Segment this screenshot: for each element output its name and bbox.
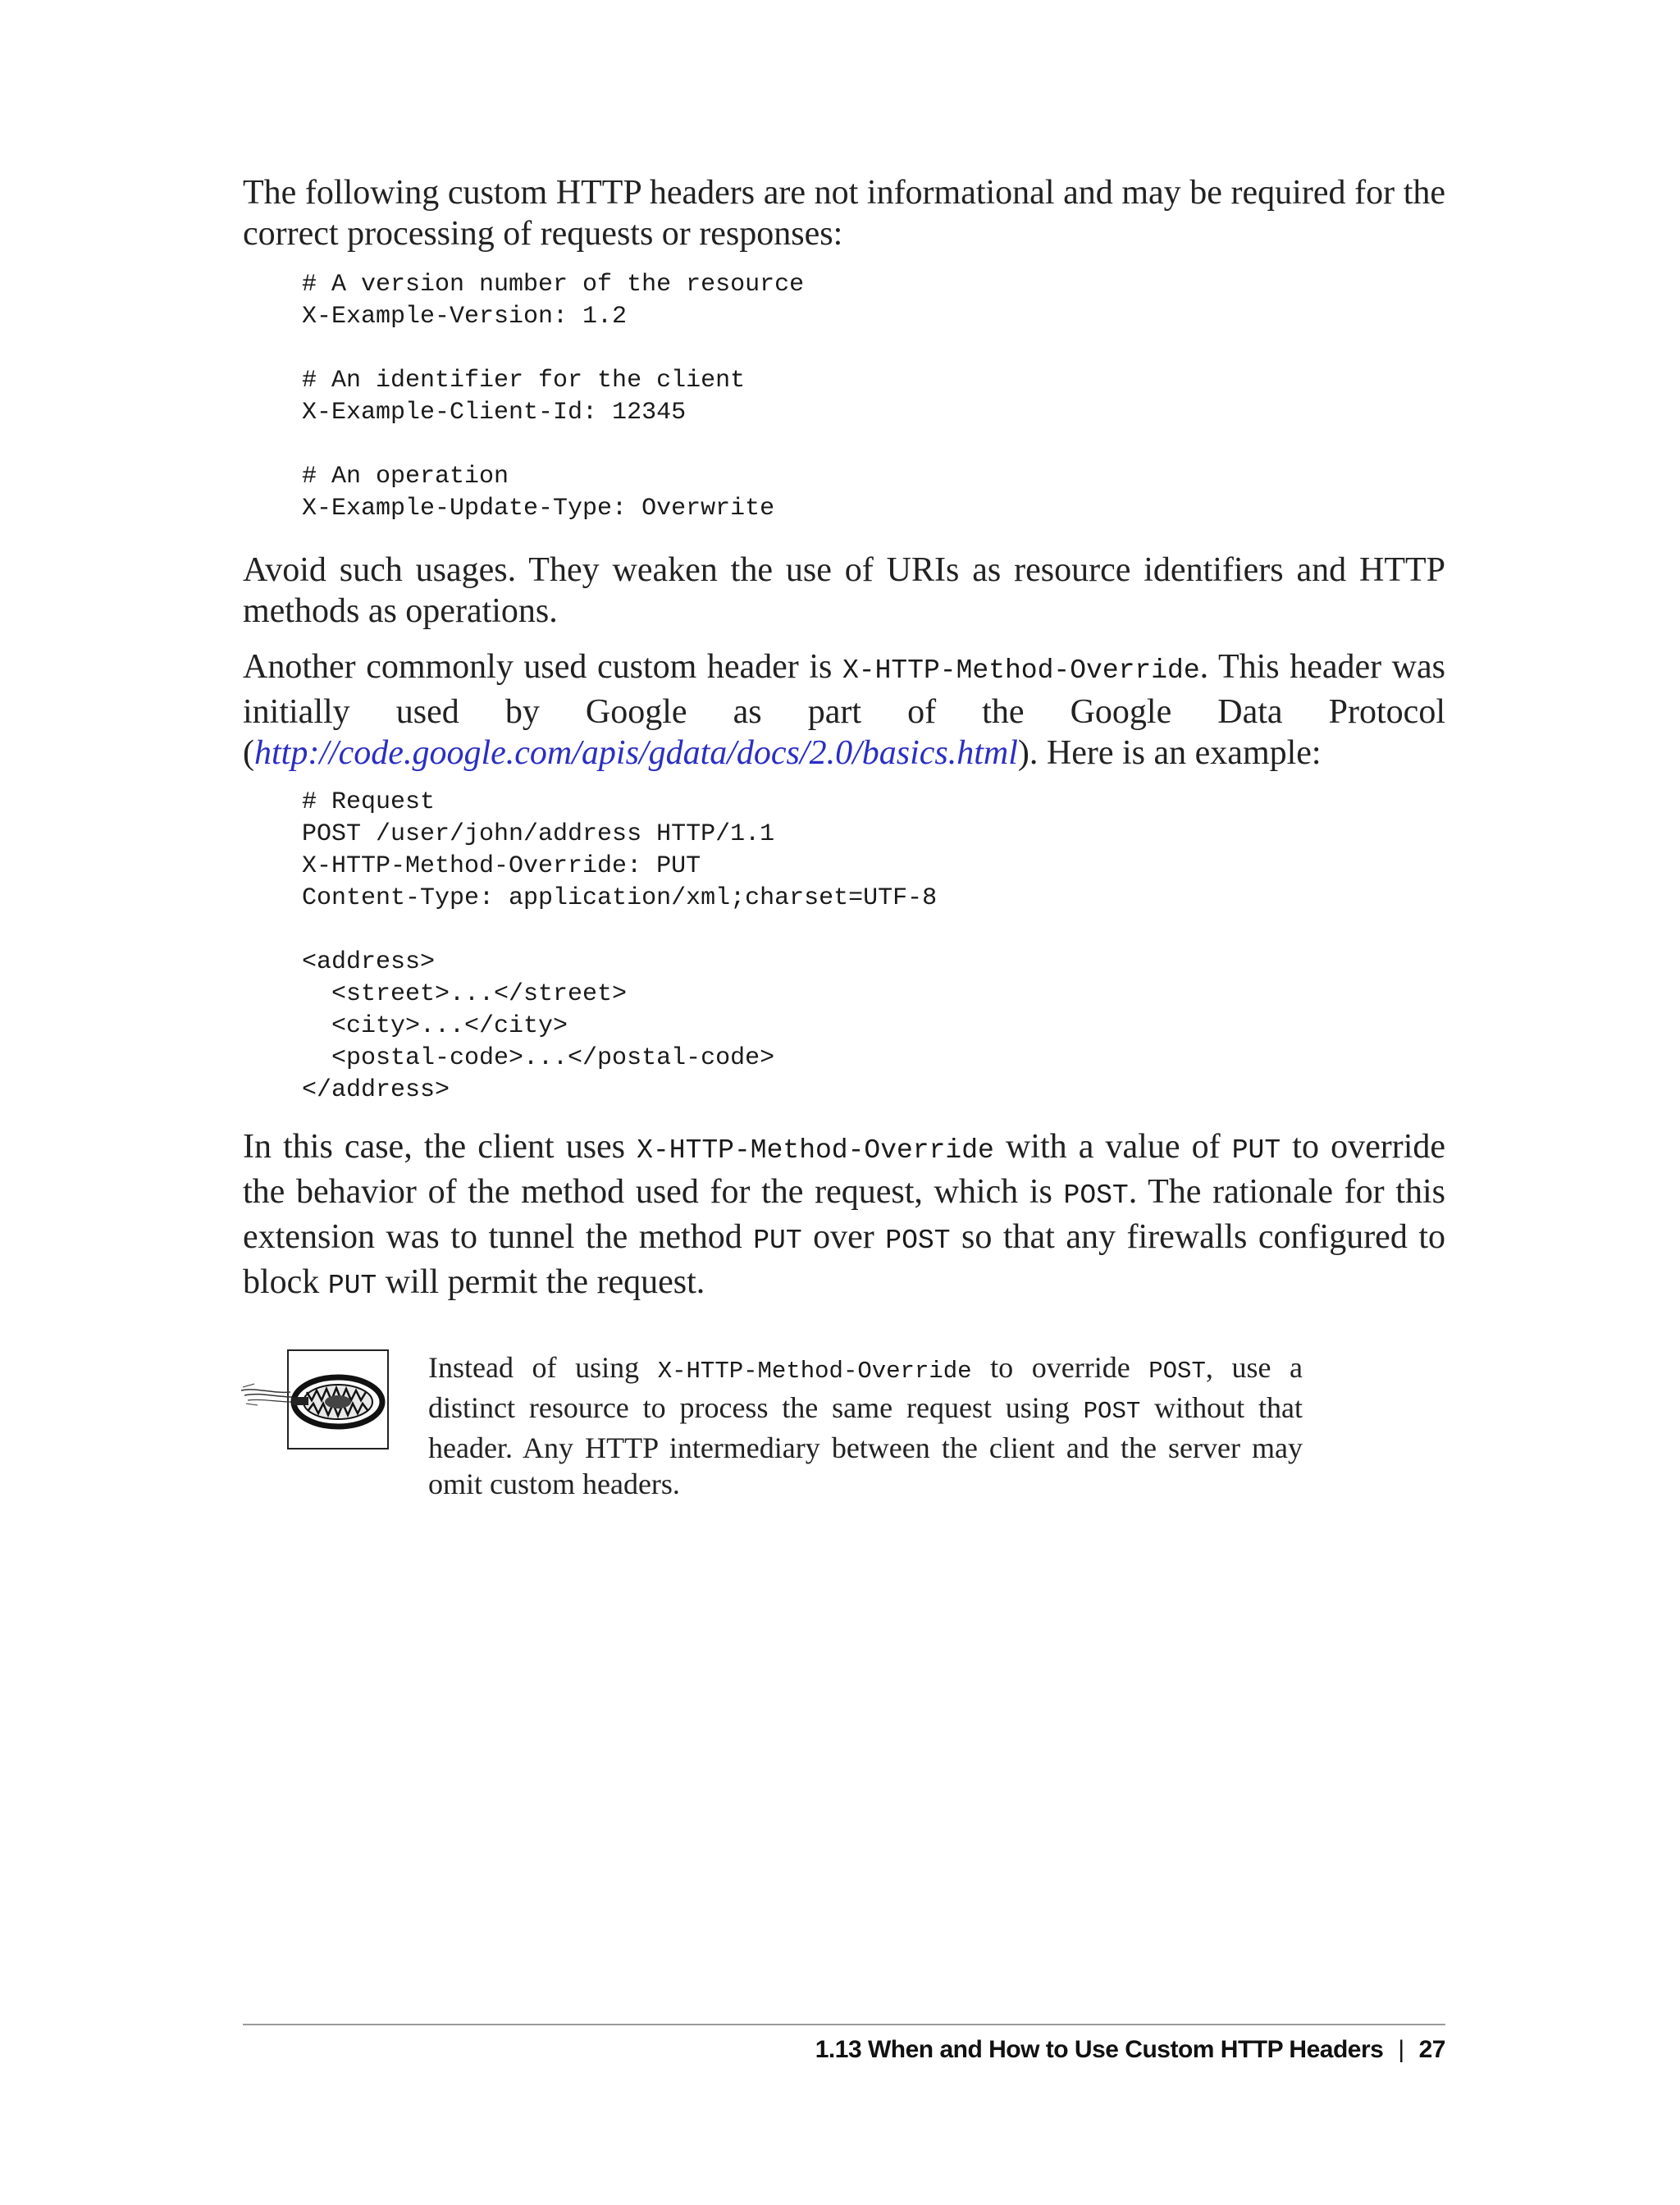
note-text-3: , use a distinct resource to process the same request using	[428, 1351, 1303, 1424]
case-paragraph	[243, 1126, 1445, 1307]
page-number: 27	[1418, 2036, 1445, 2063]
bear-trap-drawing	[240, 1351, 387, 1449]
case-text-2: with a value of	[993, 1128, 1232, 1166]
page-content	[243, 172, 1445, 1502]
case-text-3: to override the behavior of the method used for the request, which is	[243, 1128, 1446, 1211]
code-block-custom-headers: # A version number of the resource X-Example-Version: 1.2 # An identifier for the client X-Example-Client-Id: 12345 # An operation X-Example-Update-Type: Overwrite	[302, 271, 805, 523]
override-code: X-HTTP-Method-Override	[842, 655, 1200, 686]
case-code-4: PUT	[753, 1226, 802, 1256]
override-text-3: ). Here is an example:	[1017, 734, 1322, 772]
case-code-1: X-HTTP-Method-Override	[637, 1135, 994, 1166]
warning-note-text	[428, 1349, 1303, 1502]
note-text-2: to override	[971, 1351, 1149, 1384]
override-text-2: . This header was initially used by Google as part of the Google Data Protocol (	[243, 648, 1446, 772]
override-paragraph	[243, 646, 1445, 774]
case-text-1: In this case, the client uses	[243, 1128, 637, 1166]
case-code-6: PUT	[327, 1271, 377, 1301]
note-code-3: POST	[1083, 1398, 1141, 1425]
note-text-4: without that header. Any HTTP intermediary between the client and the server may omit custom headers.	[428, 1391, 1303, 1500]
code-block-request-example: # Request POST /user/john/address HTTP/1.1 X-HTTP-Method-Override: PUT Content-Type: application/xml;charset=UTF-8 <address> <street>...</street> <city>...</city> <postal-code>...</postal-code> </address>	[302, 788, 938, 1104]
case-text-5: over	[801, 1218, 886, 1256]
case-code-5: POST	[885, 1226, 951, 1256]
avoid-paragraph: Avoid such usages. They weaken the use of URIs as resource identifiers and HTTP methods as operations.	[243, 551, 1445, 630]
page-footer	[815, 2036, 1445, 2064]
case-code-3: POST	[1063, 1180, 1129, 1211]
note-text-1: Instead of using	[428, 1351, 658, 1384]
note-code-1: X-HTTP-Method-Override	[657, 1358, 972, 1385]
footer-separator: |	[1398, 2036, 1404, 2063]
case-code-2: PUT	[1231, 1135, 1281, 1166]
warning-note	[243, 1349, 1445, 1502]
google-data-protocol-link[interactable]: http://code.google.com/apis/gdata/docs/2.0/basics.html	[254, 734, 1018, 772]
footer-section-title: 1.13 When and How to Use Custom HTTP Headers	[815, 2036, 1384, 2063]
footer-divider	[243, 2024, 1445, 2025]
note-code-2: POST	[1148, 1358, 1206, 1385]
case-text-4: . The rationale for this extension was to tunnel the method	[243, 1173, 1445, 1256]
intro-paragraph: The following custom HTTP headers are not informational and may be required for the correct processing of requests or responses:	[243, 174, 1445, 253]
case-text-7: will permit the request.	[377, 1263, 705, 1301]
case-text-6: so that any firewalls configured to block	[243, 1218, 1445, 1301]
bear-trap-warning-icon	[287, 1349, 389, 1449]
override-text-1: Another commonly used custom header is	[243, 648, 842, 686]
